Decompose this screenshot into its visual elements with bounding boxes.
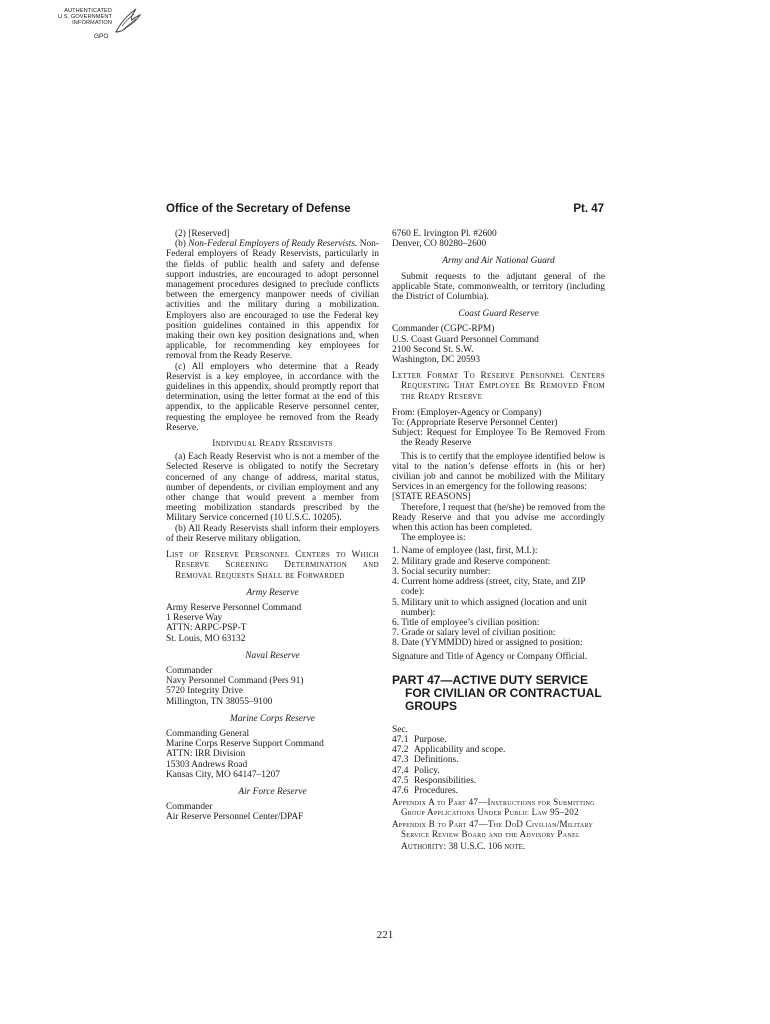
list-heading: List of Reserve Personnel Centers to Which Reserve Screening Determination and Removal Requests Shall be Forwarded: [166, 550, 379, 581]
address-line: Denver, CO 80280–2600: [392, 239, 487, 250]
letter-from: From: (Employer-Agency or Company): [392, 407, 542, 418]
address-line: Kansas City, MO 64147–1207: [166, 769, 280, 780]
logo-text: [54, 8, 112, 26]
national-guard-heading: Army and Air National Guard: [442, 256, 555, 267]
logo-gpo: GPO: [94, 33, 109, 40]
coast-guard-heading: Coast Guard Reserve: [458, 309, 539, 320]
list-item: 6. Title of employee’s civilian position:: [392, 617, 540, 628]
letter-therefore: Therefore, I request that (he/she) be removed from the Ready Reserve and that you advise me accordingly when this action has been completed.: [392, 502, 605, 534]
address-line: 2100 Second St. S.W.: [392, 344, 474, 355]
address-line: Washington, DC 20593: [392, 355, 481, 366]
section-number: 47.4: [392, 765, 409, 776]
air-force-reserve-heading: Air Force Reserve: [238, 786, 307, 797]
gpo-authentication-logo: [54, 6, 144, 46]
section-title: Responsibilities.: [414, 775, 477, 786]
logo-line-1: AUTHENTICATED: [64, 8, 112, 14]
right-column: [392, 229, 605, 852]
address-line: Air Reserve Personnel Center/DPAF: [166, 812, 304, 823]
paragraph-b: [166, 239, 379, 361]
address-line: Army Reserve Personnel Command: [166, 602, 302, 613]
eagle-icon: [112, 6, 142, 38]
address-line: Marine Corps Reserve Support Command: [166, 739, 324, 750]
marine-corps-reserve-heading: Marine Corps Reserve: [230, 713, 315, 724]
address-line: St. Louis, MO 63132: [166, 633, 246, 644]
sec-label: Sec.: [392, 724, 408, 735]
letter-format-heading: Letter Format To Reserve Personnel Centers Requesting That Employee Be Removed From the Ready Reserve: [392, 371, 605, 402]
paragraph-b-text: Non-Federal employers of Ready Reservists, particularly in the fields of public health and safety and defense support industries, are encouraged to adopt personnel management procedures designed to preclude conflicts between the emergency manpower needs of civilian activities and the military during a mobilization. Employers also are encouraged to use the Federal key position guidelines contained in this appendix for making their own key position designations and, when applicable, for recommending key employees for removal from the Ready Reserve.: [166, 239, 379, 362]
section-row: [392, 766, 605, 776]
letter-state-reasons: [STATE REASONS]: [392, 492, 471, 503]
letter-to: To: (Appropriate Reserve Personnel Center): [392, 418, 558, 429]
section-row: [392, 745, 605, 755]
address-line: Commander: [166, 802, 213, 813]
section-number: 47.5: [392, 775, 409, 786]
letter-subject: Subject: Request for Employee To Be Removed From the Ready Reserve: [392, 428, 605, 449]
running-head: [166, 203, 604, 219]
section-title: Procedures.: [414, 785, 458, 796]
national-guard-text: Submit requests to the adjutant general of the applicable State, commonwealth, or territory (including the District of Columbia).: [392, 271, 605, 303]
page-number: 221: [376, 929, 394, 941]
address-line: ATTN: IRR Division: [166, 749, 246, 760]
appendix-a: Appendix A to Part 47—Instructions for Submitting Group Applications Under Public Law 95–202: [392, 797, 595, 818]
logo-line-3: INFORMATION: [72, 20, 112, 26]
address-line: Commander (CGPC-RPM): [392, 324, 495, 335]
paragraph-b-irr: (b) All Ready Reservists shall inform their employers of their Reserve military obligation.: [166, 523, 379, 544]
army-reserve-address: [166, 603, 379, 644]
list-item: 1. Name of employee (last, first, M.I.):: [392, 546, 538, 557]
list-item: 4. Current home address (street, city, State, and ZIP code):: [392, 577, 586, 598]
list-item: 5. Military unit to which assigned (location and unit number):: [392, 597, 588, 618]
address-line: Millington, TN 38055–9100: [166, 696, 273, 707]
section-title: Applicability and scope.: [414, 745, 506, 756]
authority-note: Authority: 38 U.S.C. 106 note.: [401, 841, 526, 852]
address-line: 5720 Integrity Drive: [166, 686, 244, 697]
address-line: Commanding General: [166, 728, 250, 739]
army-reserve-heading: Army Reserve: [246, 587, 299, 598]
address-line: Commander: [166, 665, 213, 676]
naval-reserve-heading: Naval Reserve: [245, 650, 300, 661]
employee-item-list: [392, 546, 605, 648]
section-list: [392, 735, 605, 796]
letter-employee-is: The employee is:: [401, 533, 466, 544]
section-row: [392, 786, 605, 796]
left-column: [166, 229, 379, 823]
section-number: 47.6: [392, 785, 409, 796]
paragraph-c: (c) All employers who determine that a Ready Reservist is a key employee, in accordance with the guidelines in this appendix, should promptly report that determination, using the letter format at the end of this appendix, to the applicable Reserve personnel center, requesting the employee be removed from the Ready Reserve.: [166, 361, 379, 433]
address-line: 15303 Andrews Road: [166, 759, 248, 770]
section-title: Definitions.: [414, 755, 459, 766]
air-force-reserve-address-continued: [392, 229, 605, 249]
part-title: PART 47—ACTIVE DUTY SERVICE FOR CIVILIAN OR CONTRACTUAL GROUPS: [392, 672, 602, 713]
coast-guard-address: [392, 324, 605, 365]
address-line: ATTN: ARPC-PSP-T: [166, 623, 247, 634]
paragraph-b-label: (b): [175, 239, 186, 250]
naval-reserve-address: [166, 666, 379, 707]
letter-signature: Signature and Title of Agency or Company Official.: [392, 651, 588, 662]
header-part: Pt. 47: [573, 203, 604, 215]
paragraph-b-italic: Non-Federal Employers of Ready Reservists.: [188, 239, 358, 250]
section-number: 47.1: [392, 734, 409, 745]
section-row: [392, 735, 605, 745]
address-line: 1 Reserve Way: [166, 613, 223, 624]
paragraph-reserved: (2) [Reserved]: [175, 229, 230, 239]
address-line: U.S. Coast Guard Personnel Command: [392, 334, 539, 345]
list-item: 3. Social security number:: [392, 566, 491, 577]
section-number: 47.3: [392, 755, 409, 766]
list-item: 2. Military grade and Reserve component:: [392, 556, 551, 567]
address-line: Navy Personnel Command (Pers 91): [166, 676, 304, 687]
section-row: [392, 776, 605, 786]
list-item: 7. Grade or salary level of civilian position:: [392, 628, 556, 639]
section-number: 47.2: [392, 745, 409, 756]
section-title: Purpose.: [414, 734, 447, 745]
air-force-reserve-address: [166, 802, 379, 822]
heading-individual-ready-reservists: Individual Ready Reservists: [212, 439, 333, 450]
marine-corps-reserve-address: [166, 729, 379, 780]
section-row: [392, 755, 605, 765]
paragraph-a-irr: (a) Each Ready Reservist who is not a member of the Selected Reserve is obligated to notify the Secretary concerned of any change of address, marital status, number of dependents, or civilian employment and any other change that would prevent a member from meeting mobilization standards prescribed by the Military Service concerned (10 U.S.C. 10205).: [166, 452, 379, 524]
list-item: 8. Date (YYMMDD) hired or assigned to position:: [392, 638, 583, 649]
letter-certify: This is to certify that the employee identified below is vital to the nation’s defense efforts in (his or her) civilian job and cannot be mobilized with the Military Services in an emergency for the following reasons:: [392, 451, 605, 493]
logo-line-2: U.S. GOVERNMENT: [57, 14, 112, 20]
header-agency: Office of the Secretary of Defense: [166, 203, 351, 215]
appendix-b: Appendix B to Part 47—The DoD Civilian/Military Service Review Board and the Advisory Panel: [392, 818, 594, 839]
section-title: Policy.: [414, 765, 440, 776]
address-line: 6760 E. Irvington Pl. #2600: [392, 229, 497, 239]
